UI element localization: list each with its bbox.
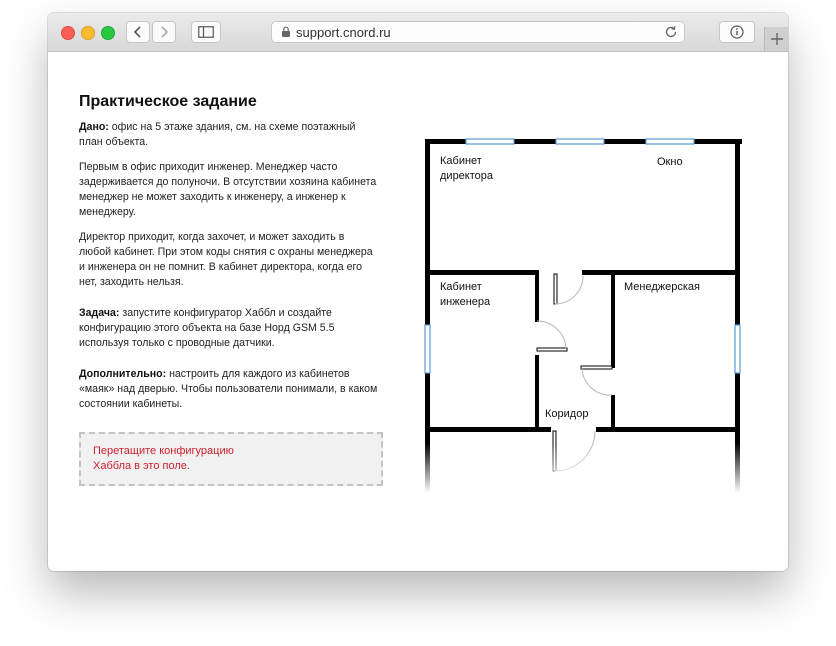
walls [425,139,742,493]
plus-icon [771,33,783,45]
back-button[interactable] [126,21,150,43]
window-right [735,325,740,373]
window-left [425,325,430,373]
forward-icon [159,25,169,39]
given-paragraph [79,120,379,150]
info-icon [730,25,744,39]
sidebar-icon [198,26,214,38]
address-bar[interactable] [271,21,685,43]
given-label: Дано: [79,121,109,133]
window-top-1 [466,139,514,144]
wall-director-left [425,270,536,275]
label-director-1: Кабинет [440,155,482,167]
paragraph-2: Директор приходит, когда захочет, и может заходить в любой кабинет. При этом коды снятия с охраны менеджера и инженера он не помнит. В кабинет директора, когда его нет, заходить нельзя. [79,231,373,288]
doors [537,274,612,471]
window-top-2 [556,139,604,144]
wall-manager-lower [611,395,615,432]
door-arc-manager [582,368,612,395]
label-engineer-1: Кабинет [440,281,482,293]
plan-fade-overlay [424,443,742,493]
page-title: Практическое задание [79,93,257,110]
lock-icon [281,26,291,38]
browser-window [48,13,788,571]
back-icon [133,25,143,39]
wall-engineer-upper [535,270,539,322]
config-dropzone[interactable] [79,432,383,486]
door-engineer [537,348,567,351]
forward-button[interactable] [152,21,176,43]
extra-text: настроить для каждого из кабинетов «маяк» над дверью. Чтобы пользователи понимали, в каком состоянии кабинеты. [79,368,378,410]
zoom-window-button[interactable] [101,26,115,40]
page-content [48,52,788,571]
wall-right [735,139,740,493]
minimize-window-button[interactable] [81,26,95,40]
task-label: Задача: [79,307,120,319]
wall-manager-upper [611,270,615,368]
dropzone-text: Перетащите конфигурацию Хаббла в это поле. [93,445,234,472]
door-arc-engineer [537,321,566,349]
floor-plan [424,125,742,493]
new-tab-button[interactable] [764,27,788,51]
label-window: Окно [657,156,683,168]
url-text: support.cnord.ru [296,25,391,40]
wall-bottom-left [425,427,551,432]
wall-bottom-right [596,427,740,432]
window-top-3 [646,139,694,144]
task-paragraph [79,306,379,351]
label-director-2: директора [440,170,494,182]
label-engineer-2: инженера [440,296,491,308]
wall-director-right [582,270,740,275]
close-window-button[interactable] [61,26,75,40]
wall-left [425,139,430,493]
given-text: офис на 5 этаже здания, см. на схеме поэтажный план объекта. [79,121,356,148]
door-arc-director [555,276,583,304]
door-manager [581,366,612,369]
info-button[interactable] [719,21,755,43]
label-manager: Менеджерская [624,281,700,293]
task-text: запустите конфигуратор Хаббл и создайте конфигурацию этого объекта на базе Норд GSM 5.5 используя только с проводные датчики. [79,307,335,349]
extra-label: Дополнительно: [79,368,167,380]
paragraph-1: Первым в офис приходит инженер. Менеджер часто задерживается до полуночи. В отсутствии хозяина кабинета менеджер не может заходить к инженеру, а инженер к менеджеру. [79,161,377,218]
door-director [554,274,557,304]
room-labels [440,155,700,420]
browser-toolbar [48,13,788,52]
wall-engineer-lower [535,355,539,431]
reload-icon[interactable] [664,25,678,39]
sidebar-button[interactable] [191,21,221,43]
extra-paragraph [79,367,379,412]
label-corridor: Коридор [545,408,589,420]
